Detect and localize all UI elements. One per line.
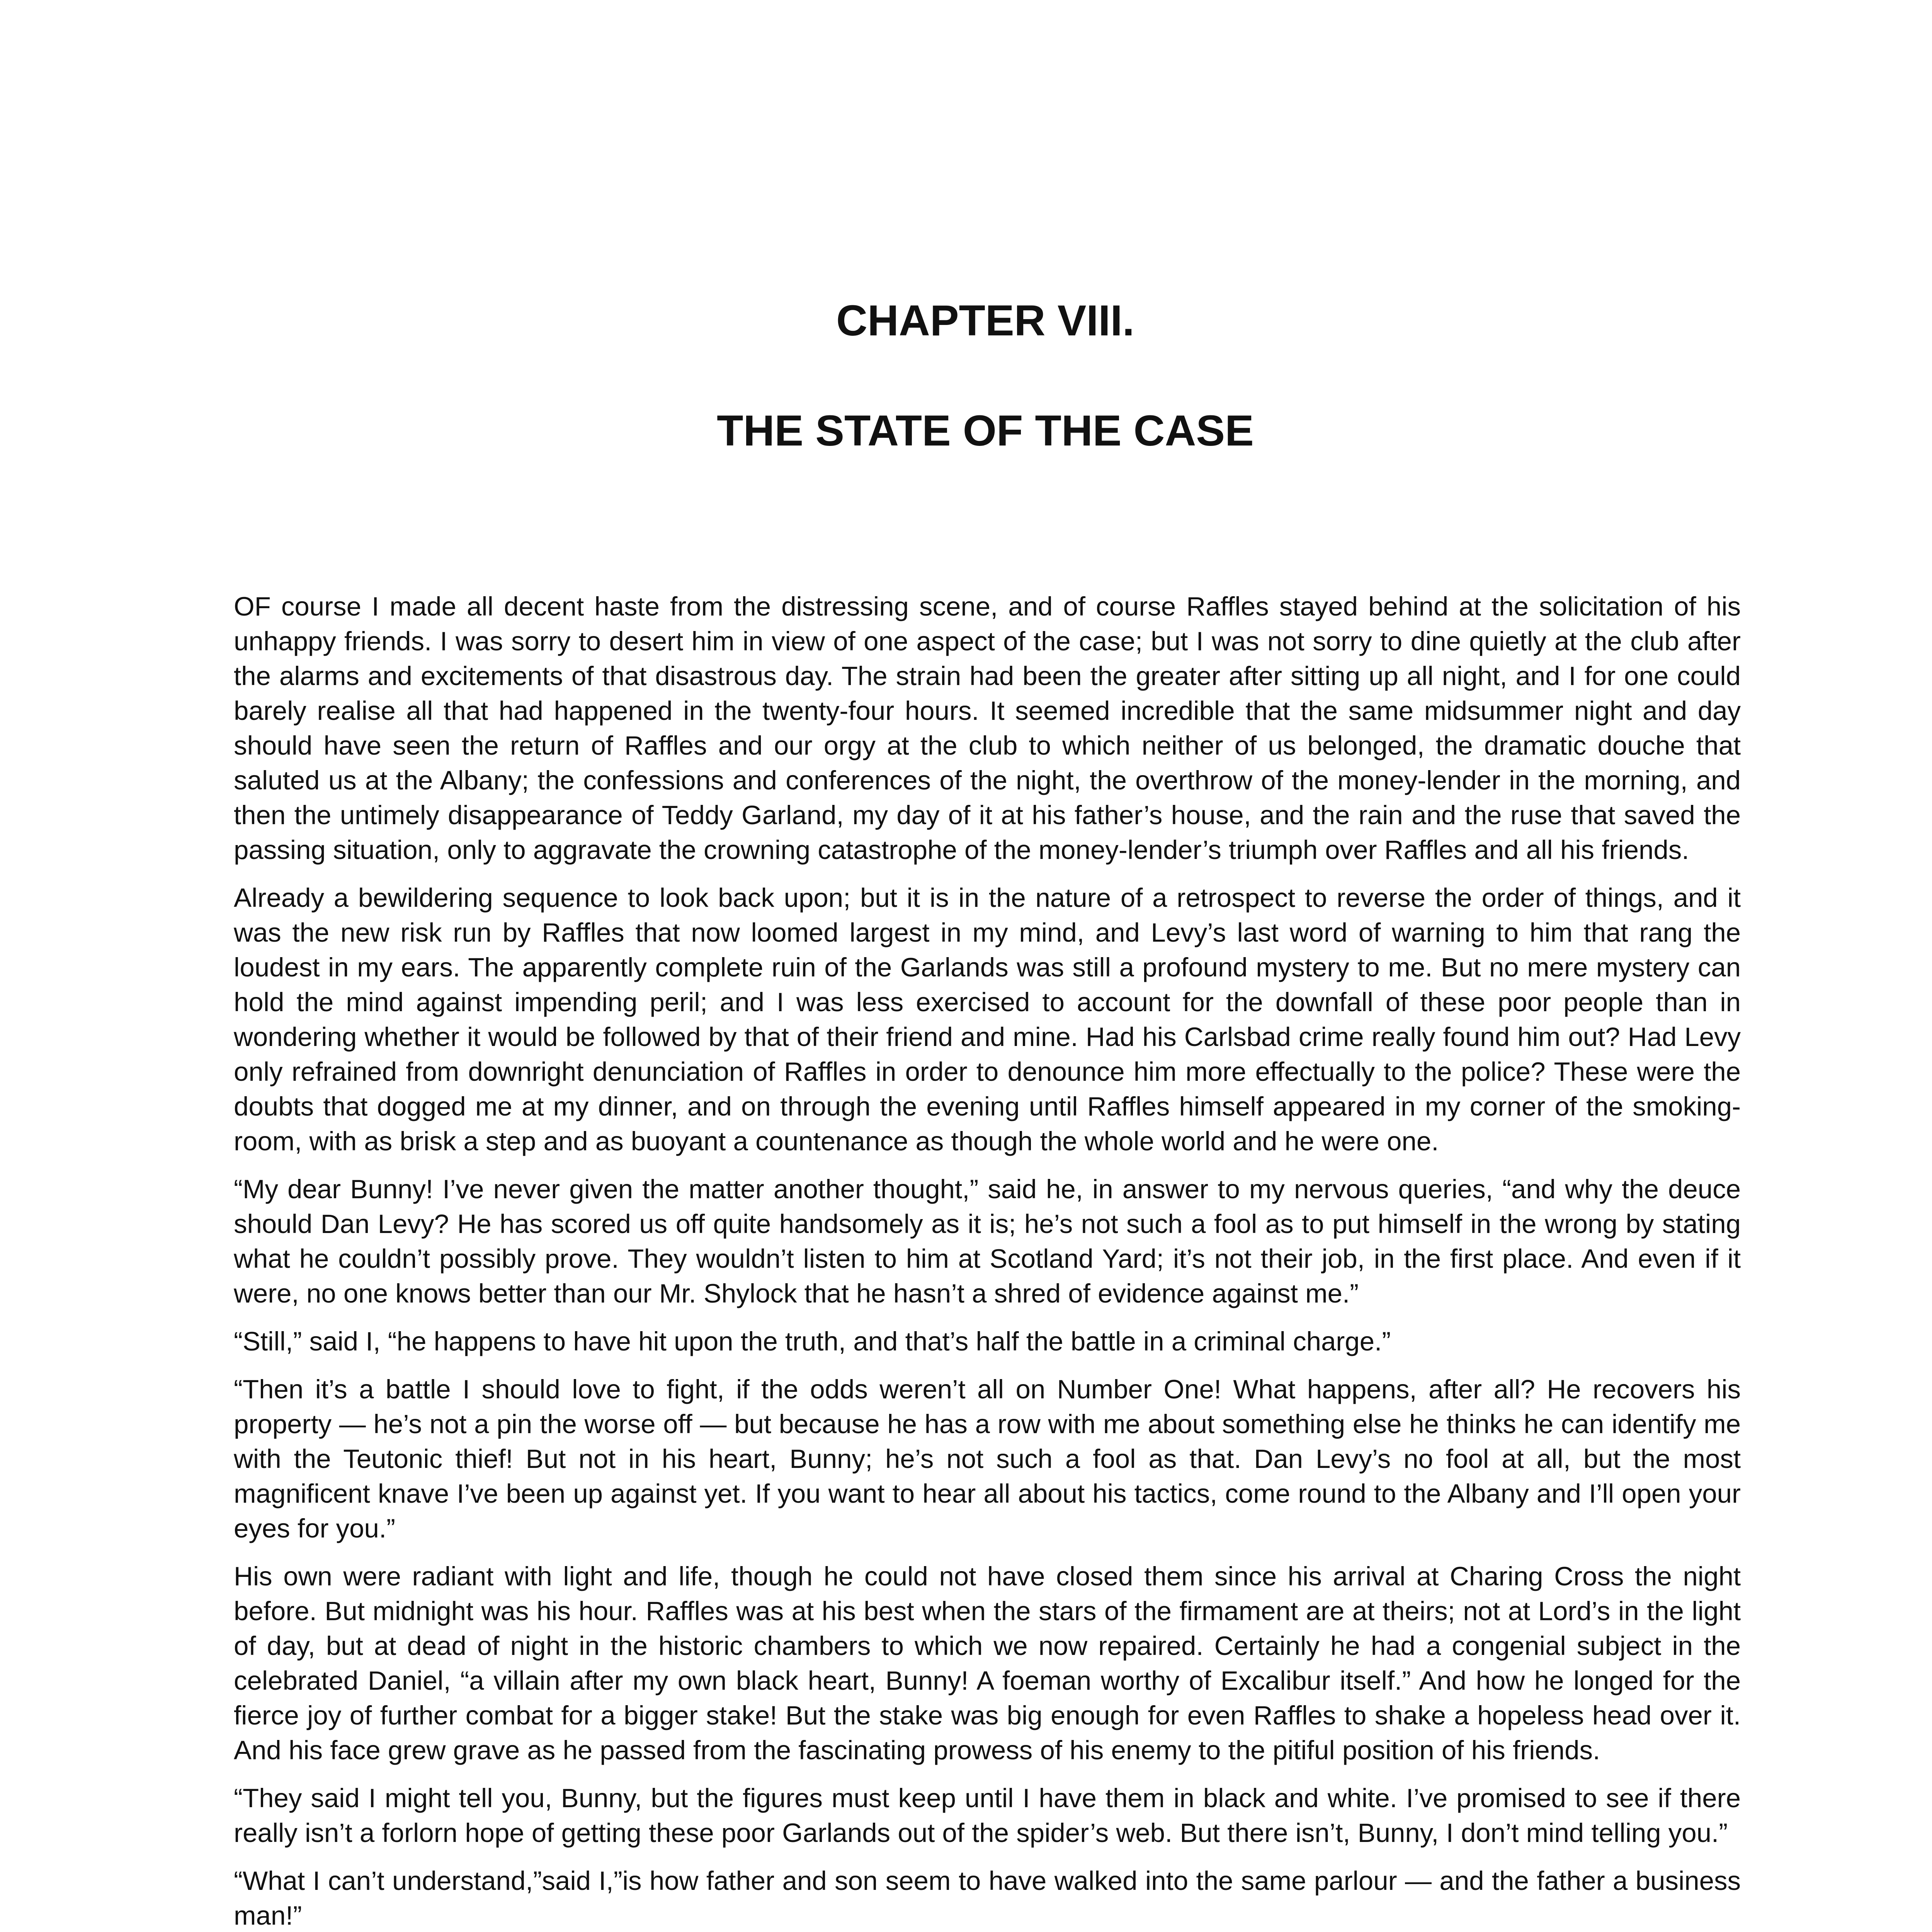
chapter-title: THE STATE OF THE CASE bbox=[717, 406, 1254, 455]
chapter-body bbox=[234, 589, 1741, 1932]
paragraph: Already a bewildering sequence to look back upon; but it is in the nature of a retrospect to reverse the order of things, and it was the new risk run by Raffles that now loomed largest in my mind, and Levy’s last word of warning to him that rang the loudest in my ears. The apparently complete ruin of the Garlands was still a profound mystery to me. But no mere mystery can hold the mind against impending peril; and I was less exercised to account for the downfall of these poor people than in wondering whether it would be followed by that of their friend and mine. Had his Carlsbad crime really found him out? Had Levy only refrained from downright denunciation of Raffles in order to denounce him more effectually to the police? These were the doubts that dogged me at my dinner, and on through the evening until Raffles himself appeared in my corner of the smoking-room, with as brisk a step and as buoyant a countenance as though the whole world and he were one. bbox=[234, 883, 1741, 1156]
chapter-number: CHAPTER VIII. bbox=[836, 296, 1134, 345]
paragraph: “Then it’s a battle I should love to fight, if the odds weren’t all on Number One! What happens, after all? He recovers his property — he’s not a pin the worse off — but because he has a row with me about something else he thinks he can identify me with the Teutonic thief! But not in his heart, Bunny; he’s not such a fool as that. Dan Levy’s no fool at all, but the most magnificent knave I’ve been up against yet. If you want to hear all about his tactics, come round to the Albany and I’ll open your eyes for you.” bbox=[234, 1374, 1741, 1543]
paragraph: “What I can’t understand,”said I,”is how father and son seem to have walked into the same parlour — and the father a business man!” bbox=[234, 1866, 1741, 1930]
paragraph: “My dear Bunny! I’ve never given the matter another thought,” said he, in answer to my nervous queries, “and why the deuce should Dan Levy? He has scored us off quite handsomely as it is; he’s not such a fool as to put himself in the wrong by stating what he couldn’t possibly prove. They wouldn’t listen to him at Scotland Yard; it’s not their job, in the first place. And even if it were, no one knows better than our Mr. Shylock that he hasn’t a shred of evidence against me.” bbox=[234, 1174, 1741, 1308]
paragraph: His own were radiant with light and life, though he could not have closed them since his arrival at Charing Cross the night before. But midnight was his hour. Raffles was at his best when the stars of the firmament are at theirs; not at Lord’s in the light of day, but at dead of night in the historic chambers to which we now repaired. Certainly he had a congenial subject in the celebrated Daniel, “a villain after my own black heart, Bunny! A foeman worthy of Excalibur itself.” And how he longed for the fierce joy of further combat for a bigger stake! But the stake was big enough for even Raffles to shake a hopeless head over it. And his face grew grave as he passed from the fascinating prowess of his enemy to the pitiful position of his friends. bbox=[234, 1561, 1741, 1765]
paragraph: “They said I might tell you, Bunny, but the figures must keep until I have them in black and white. I’ve promised to see if there really isn’t a forlorn hope of getting these poor Garlands out of the spider’s web. But there isn’t, Bunny, I don’t mind telling you.” bbox=[234, 1783, 1741, 1848]
paragraph: “Still,” said I, “he happens to have hit upon the truth, and that’s half the battle in a criminal charge.” bbox=[234, 1327, 1391, 1356]
paragraph: OF course I made all decent haste from the distressing scene, and of course Raffles stayed behind at the solicitation of his unhappy friends. I was sorry to desert him in view of one aspect of the case; but I was not sorry to dine quietly at the club after the alarms and excitements of that disastrous day. The strain had been the greater after sitting up all night, and I for one could barely realise all that had happened in the twenty-four hours. It seemed incredible that the same midsummer night and day should have seen the return of Raffles and our orgy at the club to which neither of us belonged, the dramatic douche that saluted us at the Albany; the confessions and conferences of the night, the overthrow of the money-lender in the morning, and then the untimely disappearance of Teddy Garland, my day of it at his father’s house, and the rain and the ruse that saved the passing situation, only to aggravate the crowning catastrophe of the money-lender’s triumph over Raffles and all his friends. bbox=[234, 592, 1741, 865]
